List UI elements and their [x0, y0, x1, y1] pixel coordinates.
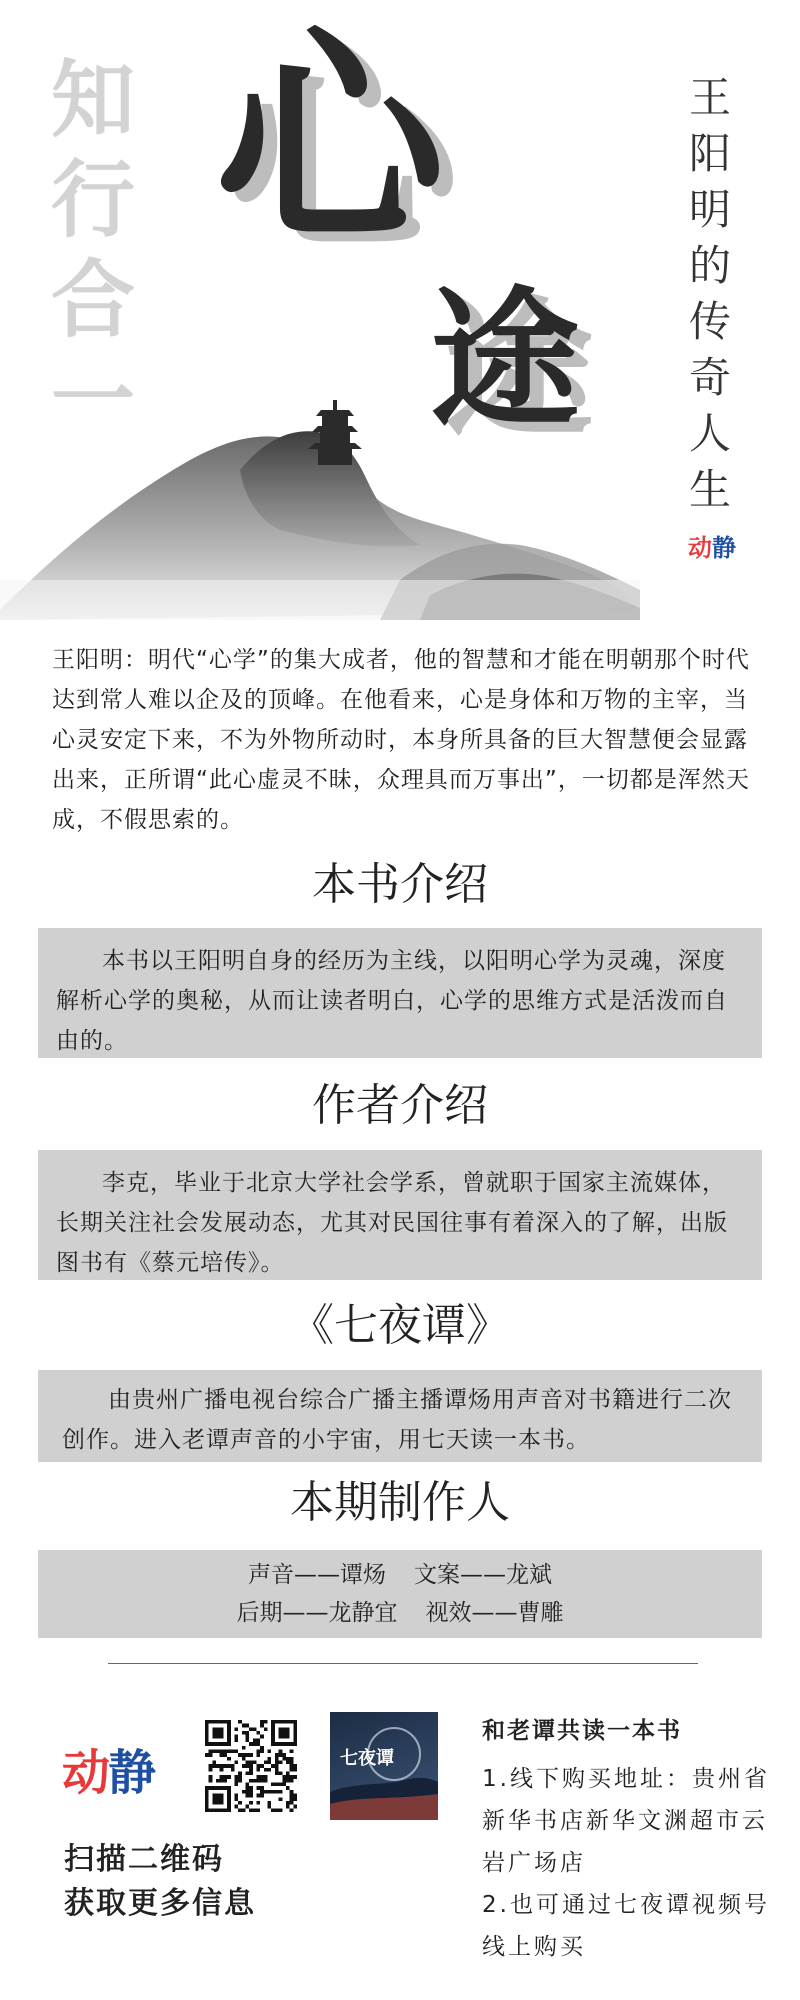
brand-dong: 动: [62, 1745, 109, 1801]
subtitle-char: 奇: [688, 353, 731, 402]
section-title-program: 《七夜谭》: [290, 1300, 510, 1351]
program-intro-text: 由贵州广播电视台综合广播主播谭炀用声音对书籍进行二次创作。进入老谭声音的小宇宙，用七天读一本书。: [62, 1387, 732, 1453]
purchase-item-offline: 1.线下购买地址：贵州省新华书店新华文渊超市云岩广场店: [482, 1766, 770, 1876]
motto-char: 知: [50, 50, 135, 149]
subtitle-char: 王: [688, 73, 731, 122]
brand-logo: [62, 1745, 154, 1801]
brand-jing: 静: [108, 1745, 155, 1801]
book-intro-text: 本书以王阳明自身的经历为主线，以阳明心学为灵魂，深度解析心学的奥秘，从而让读者明白，心学的思维方式是活泼而自由的。: [56, 948, 728, 1054]
header-art: [0, 0, 800, 620]
book-intro-box: [38, 928, 762, 1058]
qr-code-icon[interactable]: [205, 1720, 297, 1812]
author-intro-text: 李克，毕业于北京大学社会学系，曾就职于国家主流媒体，长期关注社会发展动态，尤其对民国往事有着深入的了解，出版图书有《蔡元培传》。: [56, 1170, 728, 1276]
program-intro-box: [38, 1370, 762, 1462]
section-title-credits: 本期制作人: [290, 1477, 510, 1528]
credit-visual: 视效——曹雕: [425, 1600, 564, 1626]
title-char-xin: 心: [215, 5, 446, 275]
section-title-book: 本书介绍: [312, 859, 488, 910]
scan-line-1: 扫描二维码: [64, 1842, 224, 1877]
credits-line-2: [38, 1594, 762, 1632]
brand-jing: 静: [712, 534, 736, 562]
book-cover-image[interactable]: [330, 1712, 438, 1820]
subtitle-char: 的: [688, 241, 731, 290]
credit-voice: 声音——谭炀: [248, 1562, 386, 1588]
subtitle-char: 传: [688, 297, 731, 346]
credits-line-1: [38, 1556, 762, 1594]
credits-box: [38, 1550, 762, 1638]
author-intro-box: [38, 1150, 762, 1280]
subtitle-vertical: [680, 70, 740, 518]
read-together-title: 和老谭共读一本书: [482, 1718, 682, 1744]
motto-char: 合: [50, 250, 135, 349]
scan-line-2: 获取更多信息: [64, 1886, 256, 1921]
motto-char: 一: [50, 350, 135, 449]
intro-paragraph: 王阳明：明代“心学”的集大成者，他的智慧和才能在明朝那个时代达到常人难以企及的顶峰。在他看来，心是身体和万物的主宰，当心灵安定下来，不为外物所动时，本身所具备的巨大智慧便会显露出来，正所谓“此心虚灵不昧，众理具而万事出”，一切都是浑然天成，不假思索的。: [52, 647, 750, 833]
purchase-info: [482, 1758, 782, 1968]
brand-dong: 动: [688, 534, 712, 562]
subtitle-char: 人: [688, 409, 731, 458]
credit-post: 后期——龙静宜: [236, 1600, 398, 1626]
title-char-tu: 途: [430, 272, 581, 448]
cover-title: 七夜谭: [340, 1748, 394, 1769]
subtitle-char: 明: [688, 185, 731, 234]
credit-copy: 文案——龙斌: [414, 1562, 552, 1588]
section-title-author: 作者介绍: [312, 1080, 488, 1131]
divider: [108, 1663, 698, 1664]
scan-qr-text: [64, 1838, 256, 1926]
subtitle-char: 阳: [688, 129, 731, 178]
motto-char: 行: [50, 150, 135, 249]
brand-logo-small: [688, 528, 736, 563]
purchase-item-online: 2.也可通过七夜谭视频号线上购买: [482, 1892, 770, 1960]
subtitle-char: 生: [688, 465, 731, 514]
